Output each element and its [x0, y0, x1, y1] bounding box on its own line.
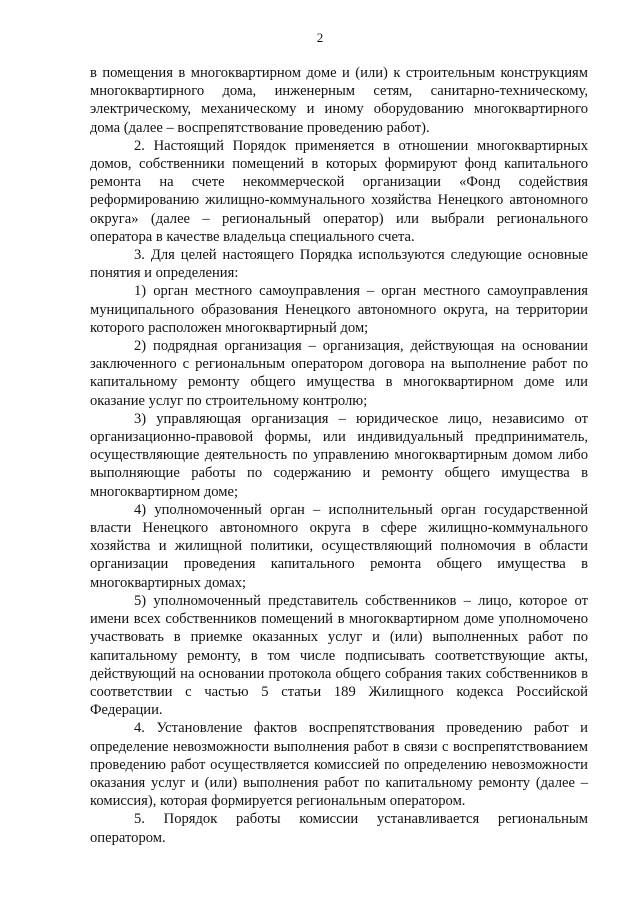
paragraph-definition-2: 2) подрядная организация – организация, действующая на основании заключенного с региональным оператором договора на выполнение работ по капитальному ремонту общего имущества в многоквартирном доме или оказание услуг по строительному контролю; [90, 338, 588, 409]
paragraph-clause-2: 2. Настоящий Порядок применяется в отношении многоквартирных домов, собственники помещений в которых формируют фонд капитального ремонта на счете некоммерческой организации «Фонд содействия реформированию жилищно-коммунального хозяйства Ненецкого автономного округа» (далее – региональный оператор) или выбрали регионального оператора в качестве владельца специального счета. [90, 137, 588, 245]
paragraph-definition-5: 5) уполномоченный представитель собственников – лицо, которое от имени всех собственников помещений в многоквартирном доме уполномочено участвовать в приемке оказанных услуг и (или) выполненных работ по капитальному ремонту, в том числе подписывать соответствующие акты, действующий на основании протокола общего собрания таких собственников в соответствии с частью 5 статьи 189 Жилищного кодекса Российской Федерации. [90, 592, 588, 719]
paragraph-definition-3: 3) управляющая организация – юридическое лицо, независимо от организационно-правовой формы, или индивидуальный предприниматель, осуществляющие деятельность по управлению многоквартирным домом либо выполняющие работы по содержанию и ремонту общего имущества в многоквартирном доме; [90, 410, 588, 500]
paragraph-clause-3: 3. Для целей настоящего Порядка используются следующие основные понятия и определения: [90, 247, 588, 282]
paragraph-continuation: в помещения в многоквартирном доме и (или) к строительным конструкциям многоквартирного дома, инженерным сетям, санитарно-техническому, электрическому, механическому и иному оборудованию многоквартирного дома (далее – воспрепятствование проведению работ). [90, 65, 588, 136]
paragraph-definition-4: 4) уполномоченный орган – исполнительный орган государственной власти Ненецкого автономного округа в сфере жилищно-коммунального хозяйства и жилищной политики, осуществляющий полномочия в области организации проведения капитального ремонта общего имущества в многоквартирных домах; [90, 501, 588, 591]
paragraph-definition-1: 1) орган местного самоуправления – орган местного самоуправления муниципального образования Ненецкого автономного округа, на территории которого расположен многоквартирный дом; [90, 283, 588, 336]
page-number: 2 [316, 30, 324, 45]
paragraph-clause-5: 5. Порядок работы комиссии устанавливается региональным оператором. [90, 811, 588, 846]
document-body [90, 64, 588, 847]
paragraph-clause-4: 4. Установление фактов воспрепятствования проведению работ и определение невозможности выполнения работ в связи с воспрепятствованием проведению работ осуществляется комиссией по определению невозможности оказания услуг и (или) выполнения работ по капитальному ремонту (далее – комиссия), которая формируется региональным оператором. [90, 720, 588, 810]
